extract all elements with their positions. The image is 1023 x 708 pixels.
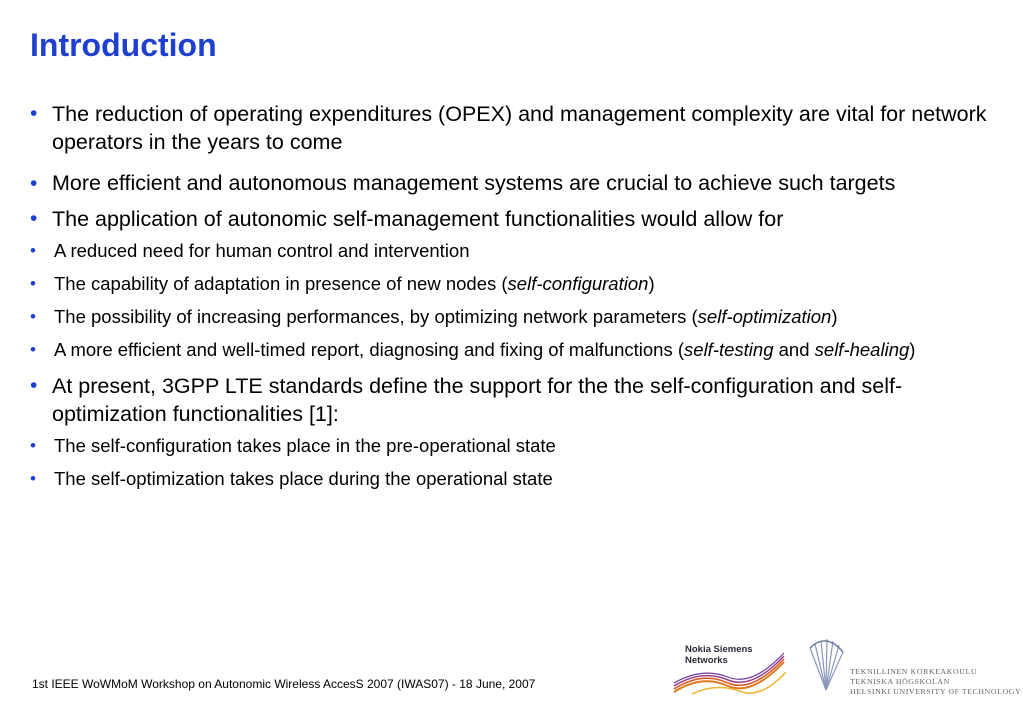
bullet-text: At present, 3GPP LTE standards define the support for the the self-configuration and self-optimization functionalities [1]:	[52, 374, 903, 426]
sub-bullet-text: A more efficient and well-timed report, diagnosing and fixing of malfunctions (self-testing and self-healing)	[54, 339, 916, 360]
bullet-marker: •	[30, 274, 36, 293]
bullet-text: The reduction of operating expenditures (OPEX) and management complexity are vital for network operators in the years to come	[52, 102, 987, 154]
sub-bullet-item	[30, 305, 1005, 329]
sub-bullet-item	[30, 467, 1005, 491]
bullet-item	[30, 372, 1005, 491]
sub-bullet-text: A reduced need for human control and intervention	[54, 240, 470, 261]
sub-bullet-text: The self-configuration takes place in the pre-operational state	[54, 435, 556, 456]
sub-bullet-item	[30, 239, 1005, 263]
bullet-marker: •	[30, 207, 38, 230]
bullet-item	[30, 205, 1005, 362]
sub-bullet-list	[0, 239, 1005, 362]
bullet-marker: •	[30, 172, 38, 195]
hut-logo-text: TEKNILLINEN KORKEAKOULU TEKNISKA HÖGSKOLAN HELSINKI UNIVERSITY OF TECHNOLOGY	[850, 667, 1022, 696]
bullet-item	[30, 166, 1005, 201]
bullet-marker: •	[30, 374, 38, 397]
bullet-marker: •	[30, 340, 36, 359]
footer-citation: 1st IEEE WoWMoM Workshop on Autonomic Wireless AccesS 2007 (IWAS07) - 18 June, 2007	[32, 677, 536, 691]
bullet-text: More efficient and autonomous management systems are crucial to achieve such targets	[52, 171, 896, 195]
bullet-item	[30, 100, 1005, 156]
hut-shell-icon	[806, 636, 846, 692]
sub-bullet-text: The possibility of increasing performances, by optimizing network parameters (self-optimization)	[54, 306, 838, 327]
bullet-marker: •	[30, 102, 38, 125]
hut-emblem-icon	[806, 636, 846, 692]
sub-bullet-item	[30, 338, 1005, 362]
bullet-marker: •	[30, 241, 36, 260]
nokia-siemens-networks-logo	[672, 642, 790, 698]
emphasis-term: self-testing	[684, 339, 774, 360]
emphasis-term: self-configuration	[507, 273, 649, 294]
sub-bullet-item	[30, 272, 1005, 296]
emphasis-term: self-healing	[814, 339, 910, 360]
sub-bullet-list	[0, 434, 1005, 491]
bullet-text: The application of autonomic self-management functionalities would allow for	[52, 207, 784, 231]
bullet-marker: •	[30, 307, 36, 326]
sub-bullet-text: The capability of adaptation in presence of new nodes (self-configuration)	[54, 273, 655, 294]
emphasis-term: self-optimization	[697, 306, 832, 327]
nsn-logo-text: Nokia Siemens Networks	[685, 644, 753, 666]
bullet-marker: •	[30, 469, 36, 488]
slide-title: Introduction	[30, 27, 217, 63]
sub-bullet-item	[30, 434, 1005, 458]
nsn-wave-icon	[672, 642, 790, 698]
bullet-marker: •	[30, 436, 36, 455]
bullet-list	[30, 100, 1005, 501]
sub-bullet-text: The self-optimization takes place during the operational state	[54, 468, 553, 489]
